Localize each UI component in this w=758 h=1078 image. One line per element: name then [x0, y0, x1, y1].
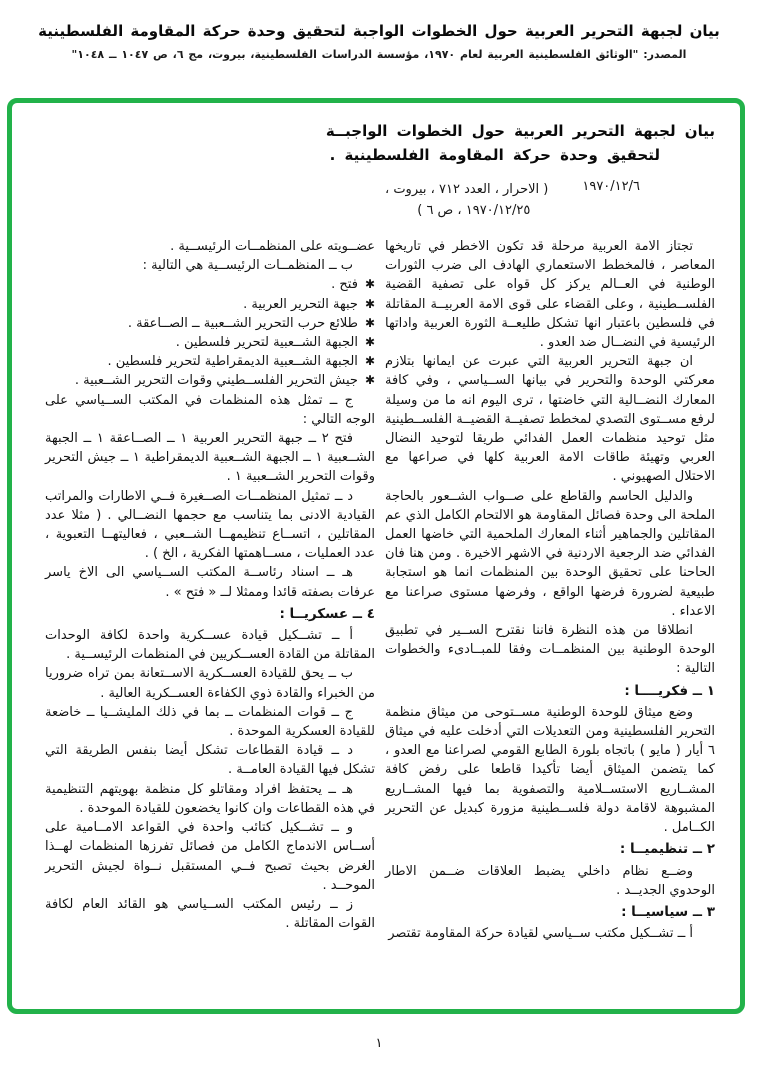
list-item-label: طلائع حرب التحرير الشــعبية ــ الصــاعقة . — [127, 315, 358, 331]
list-item-label: فتح . — [331, 277, 358, 293]
paragraph: ج ــ تمثل هذه المنظمات في المكتب الســياسي على الوجه التالي : — [45, 392, 375, 427]
document-title-line2: لتحقيق وحدة حركة المقاومة الفلسطينية . — [329, 146, 660, 164]
paragraph: وضع ميثاق للوحدة الوطنية مســتوحى من ميثاق منظمة التحرير الفلسطينية ومن التعديلات التي أدخلت عليه في ميثاق ٦ أيار ( مايو ) باتجاه بلورة الطابع القومي لصراعنا مع العدو ، كما يتضمن الميثاق أيضا تأكيدا قاطعا على رفض كافة المشــاريع الاستســلامية والتصفوية بما فيها المشــاريع المشبوهة لاقامة دولة فلســطينية مزورة كبديل عن التحرير الكــامل . — [385, 704, 715, 836]
document-meta — [37, 179, 640, 221]
body-columns — [45, 237, 715, 943]
star-bullet-icon: ✱ — [364, 335, 375, 350]
paragraph: د ــ تمثيل المنظمــات الصــغيرة فــي الاطارات والمراتب القيادية الادنى بما يتناسب مع حجمها النضــالي . ( مثلا عدد المقاتلين ، اتســاع تنظيمهــا الشــعبي ، فعاليتهــا التعبوية ، عدد العمليات ، مســاهمتها الفكرية ، الخ ) . — [45, 488, 375, 562]
document-citation — [385, 179, 548, 221]
list-item-label: جيش التحرير الفلســطيني وقوات التحرير الشــعبية . — [74, 373, 358, 389]
paragraph: تجتاز الامة العربية مرحلة قد تكون الاخطر في تاريخها المعاصر ، فالمخطط الاستعماري الهادف الى ضرب الثورات الوطنية في العــالم يركز كل قواه على تصفية القضية الفلســطينية ، وعلى القضاء على قوى الامة العربيــة المقاتلة في فلسطين باعتبار انها تشكل طليعــة الثورة العربية واداتها الرئيسية في النضــال ضد العدو . — [385, 239, 715, 351]
list-item — [45, 314, 375, 333]
scan-title: بيان لجبهة التحرير العربية حول الخطوات الواجبة لتحقيق وحدة حركة المقاومة الفلسطينية — [38, 22, 720, 40]
page-number: ١ — [375, 1036, 383, 1051]
list-item-label: جبهة التحرير العربية . — [243, 296, 358, 312]
list-item — [45, 295, 375, 314]
paragraph: هـ ــ يحتفظ افراد ومقاتلو كل منظمة بهويتهم التنظيمية في هذه القطاعات وان كانوا يخضعون للقيادة الموحدة . — [45, 781, 375, 816]
list-item — [45, 371, 375, 390]
list-item — [45, 333, 375, 352]
list-item-label: الجبهة الشــعبية لتحرير فلسطين . — [175, 335, 358, 351]
paragraph: و ــ تشــكيل كتائب واحدة في القواعد الامــامية على أســاس الاندماج الكامل من فصائل تفرزها المنظمات لهــذا الغرض بحيث تصبح فــي المستقبل نــواة لجيش التحرير الموحــد . — [45, 820, 375, 893]
paragraph: ب ــ المنظمــات الرئيســية هي التالية : — [142, 258, 353, 274]
paragraph: ز ــ رئيس المكتب الســياسي هو القائد العام لكافة القوات المقاتلة . — [45, 896, 375, 932]
document-title — [37, 119, 715, 167]
star-bullet-icon: ✱ — [364, 354, 375, 369]
paragraph: هـ ــ اسناد رئاســة المكتب الســياسي الى الاخ ياسر عرفات بصفته قائدا وممثلا لــ « فتح » . — [45, 565, 375, 600]
citation-line2: ١٩٧٠/١٢/٢٥ ، ص ٦ ) — [417, 203, 531, 218]
paragraph: ج ــ قوات المنظمات ــ بما في ذلك المليشــيا ــ خاضعة للقيادة العسكرية الموحدة . — [45, 704, 375, 740]
star-bullet-icon: ✱ — [364, 296, 375, 311]
paragraph: والدليل الحاسم والقاطع على صــواب الشــعور بالحاجة الملحة الى وحدة فصائل المقاومة هو الالتحام الكامل الذي عم المقاتلين والجماهير أثناء المعارك الملحمية التي خاضها العمل الفدائي ضد الرجعية الاردنية في الاشهر الاخيرة . ومن هنا فان الحاحنا على تحقيق الوحدة بين المنظمات انما هو استجابة طبيعية لضرورة فرضها الواقع ، وفرضها مستوى صراعنا مع الاعداء . — [385, 488, 715, 619]
paragraph: د ــ قيادة القطاعات تشكل أيضا بنفس الطريقة التي تشكل فيها القيادة العامــة . — [45, 743, 375, 778]
section-heading-political: ٣ ــ سياسيــا : — [621, 903, 715, 920]
section-heading-organizational: ٢ ــ تنظيميــا : — [619, 841, 715, 858]
list-item — [45, 275, 375, 294]
paragraph: ب ــ يحق للقيادة العســكرية الاســتعانة بمن تراه ضروريا من الخبراء والقادة ذوي الكفاءة العســكرية العالية . — [45, 666, 375, 701]
document-title-line1: بيان لجبهة التحرير العربية حول الخطوات الواجبــة — [325, 122, 715, 140]
paragraph: فتح ٢ ــ جبهة التحرير العربية ١ ــ الصــاعقة ١ ــ الجبهة الشــعبية ١ ــ الجبهة الشــعبية الديمقراطية ١ ــ جيش التحرير وقوات التحرير الشــعبية ١ . — [45, 431, 375, 485]
paragraph: وضــع نظام داخلي يضبط العلاقات ضــمن الاطار الوحدوي الجديــد . — [385, 863, 715, 898]
star-bullet-icon: ✱ — [364, 373, 375, 388]
document-date: ١٩٧٠/١٢/٦ — [582, 179, 640, 194]
scan-source-citation: المصدر: "الوثائق الفلسطينية العربية لعام ١٩٧٠، مؤسسة الدراسات الفلسطينية، بيروت، مج ٦، ص ١٠٤٧ ــ ١٠٤٨" — [71, 48, 687, 61]
scan-header — [0, 22, 758, 61]
star-bullet-icon: ✱ — [364, 315, 375, 330]
list-item — [45, 352, 375, 371]
column-left — [45, 237, 375, 943]
document-border-frame — [7, 98, 745, 1014]
citation-line1: ( الاحرار ، العدد ٧١٢ ، بيروت ، — [384, 182, 549, 197]
section-heading-intellectual: ١ ــ فكريــــا : — [624, 682, 715, 699]
paragraph: ان جبهة التحرير العربية التي عبرت عن ايمانها بتلازم معركتي الوحدة والتحرير في بيانها الســياسي ، وفي كافة المعارك النضــالية التي خاضتها ، ترى اليوم انه ما من وسيلة لرفع مســتوى التصدي لمخطط تصفيــة القضيــة الفلســطينية مثل توحيد منظمات العمل الفدائي طريقا لتوحيد النضال العربي وتهيئة طاقات الامة العربية كلها في صراعها مع الاحتلال الصهيوني . — [385, 354, 715, 485]
paragraph: انطلاقا من هذه النظرة فاننا نقترح الســير في تطبيق الوحدة الوطنية بين المنظمــات وفقا للمبــادىء والخطوات التالية : — [385, 623, 715, 677]
paragraph: أ ــ تشــكيل مكتب ســياسي لقيادة حركة المقاومة تقتصر — [388, 926, 693, 942]
star-bullet-icon: ✱ — [364, 277, 375, 292]
paragraph-continuation: عضــويته على المنظمــات الرئيســية . — [170, 239, 375, 254]
paragraph: أ ــ تشــكيل قيادة عســكرية واحدة لكافة الوحدات المقاتلة من القادة العســكريين في المنظمات الرئيســية . — [45, 628, 375, 663]
list-item-label: الجبهة الشــعبية الديمقراطية لتحرير فلسطين . — [107, 354, 358, 370]
section-heading-military: ٤ ــ عسكريــا : — [279, 605, 375, 622]
column-right — [385, 237, 715, 943]
